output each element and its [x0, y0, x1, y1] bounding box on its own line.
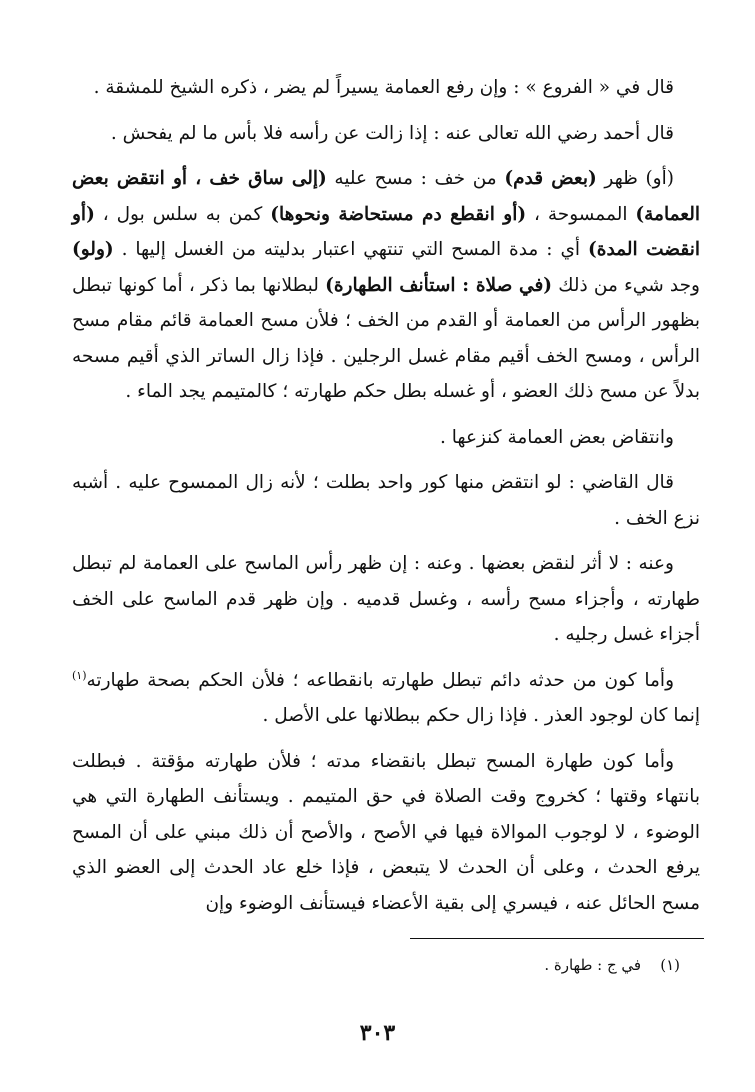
- footnote-marker: (١): [660, 956, 680, 974]
- footnote-separator: [410, 938, 704, 939]
- paragraph: [72, 70, 700, 106]
- text-run: أي : مدة المسح التي تنتهي اعتبار بدليته من الغسل إليها .: [113, 239, 588, 260]
- text-run: قال أحمد رضي الله تعالى عنه : إذا زالت عن رأسه فلا بأس ما لم يفحش .: [110, 122, 674, 144]
- main-text: [72, 70, 700, 931]
- paragraph: [72, 116, 700, 152]
- text-run: قال القاضي : لو انتقض منها كور واحد بطلت ؛ لأنه زال الممسوح عليه . أشبه نزع الخف .: [72, 472, 700, 529]
- text-run: لبطلانها بما ذكر ، أما كونها تبطل بظهور الرأس من العمامة أو القدم من الخف ؛ فلأن مسح العمامة قائم مقام مسح الرأس ، ومسح الخف أقيم مقام غسل الرجلين . فإذا زال الساتر الذي أقيم مسحه بدلاً عن مسح ذلك العضو ، أو غسله بطل حكم طهارته ؛ كالمتيمم يجد الماء .: [72, 274, 700, 402]
- text-run: من خف : مسح عليه: [326, 168, 505, 189]
- paragraph: [72, 663, 700, 734]
- text-run: وجد شيء من ذلك: [552, 274, 700, 296]
- text-run: وأما كون من حدثه دائم تبطل طهارته بانقطاعه ؛ فلأن الحكم بصحة طهارته: [86, 669, 674, 691]
- text-run: وأما كون طهارة المسح تبطل بانقضاء مدته ؛ فلأن طهارته مؤقتة . فبطلت بانتهاء وقتها ؛ كخروج وقت الصلاة في حق المتيمم . ويستأنف الطهارة التي هي الوضوء ، لا لوجوب الموالاة فيها في الأصح ، والأصح أن ذلك مبني على أن المسح يرفع الحدث ، وعلى أن الحدث لا يتبعض ، فإذا خلع عاد الحدث إلى العضو الذي مسح الحائل عنه ، فيسري إلى بقية الأعضاء فيستأنف الوضوء وإن: [72, 750, 700, 914]
- footnote-reference: (١): [72, 668, 87, 682]
- text-run: كمن به سلس بول ،: [94, 203, 271, 225]
- paragraph: [72, 744, 700, 922]
- text-run: قال في « الفروع » : وإن رفع العمامة يسيراً لم يضر ، ذكره الشيخ للمشقة .: [93, 77, 674, 98]
- bold-term: (ولو): [72, 239, 114, 260]
- text-run: الممسوحة ،: [526, 203, 636, 225]
- bold-term: (في صلاة : استأنف الطهارة): [325, 274, 553, 296]
- footnote: [544, 956, 680, 974]
- paragraph: [72, 161, 700, 410]
- bold-term: (أو انقضت المدة): [72, 203, 700, 260]
- paragraph: [72, 465, 700, 536]
- text-run: إنما كان لوجود العذر . فإذا زال حكم ببطلانها على الأصل .: [262, 705, 700, 726]
- text-run: وعنه : لا أثر لنقض بعضها . وعنه : إن ظهر رأس الماسح على العمامة لم تبطل طهارته ، وأجزاء مسح رأسه ، وغسل قدميه . وإن ظهر قدم الماسح على الخف أجزاء غسل رجليه .: [72, 553, 700, 645]
- text-run: (أو) ظهر: [596, 168, 674, 189]
- bold-term: (بعض قدم): [504, 168, 597, 189]
- paragraph: [72, 546, 700, 653]
- bold-term: (إلى ساق خف ، أو انتقض بعض العمامة): [72, 168, 700, 225]
- bold-term: (أو انقطع دم مستحاضة ونحوها): [270, 203, 527, 225]
- page-number: ٣٠٣: [359, 1020, 396, 1046]
- paragraph: [72, 420, 700, 456]
- text-run: وانتقاض بعض العمامة كنزعها .: [440, 426, 674, 448]
- footnote-text: في ج : طهارة .: [544, 956, 642, 974]
